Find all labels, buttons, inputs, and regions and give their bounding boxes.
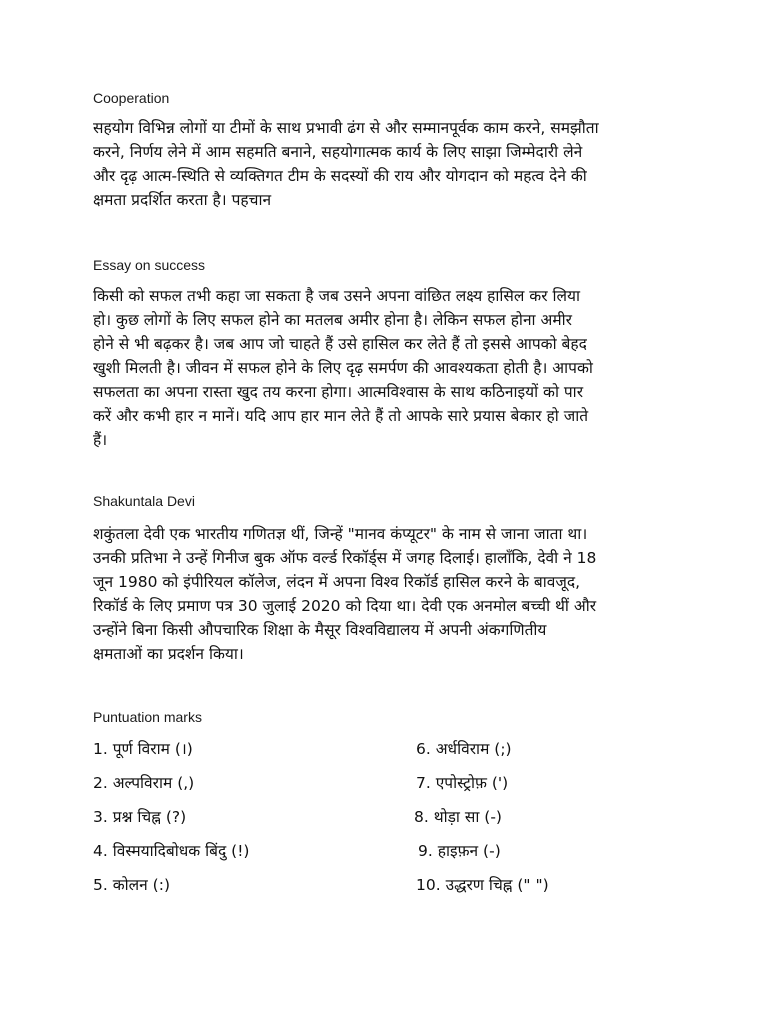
paragraph-essay-on-success — [93, 284, 693, 452]
paragraph-line: हो। कुछ लोगों के लिए सफल होने का मतलब अमीर होना है। लेकिन सफल होना अमीर — [93, 311, 572, 329]
paragraph-line: क्षमता प्रदर्शित करता है। पहचान — [93, 191, 272, 209]
heading-essay-on-success: Essay on success — [93, 257, 206, 273]
punctuation-item: 4. विस्मयादिबोधक बिंदु (!) — [93, 842, 250, 860]
heading-cooperation: Cooperation — [93, 90, 170, 106]
punctuation-item: 6. अर्धविराम (;) — [416, 740, 512, 758]
paragraph-line: क्षमताओं का प्रदर्शन किया। — [93, 645, 244, 663]
punctuation-item: 2. अल्पविराम (,) — [93, 774, 195, 792]
punctuation-item: 10. उद्धरण चिह्न (" ") — [416, 876, 549, 894]
paragraph-cooperation — [93, 116, 693, 212]
paragraph-line: रिकॉर्ड के लिए प्रमाण पत्र 30 जुलाई 2020 को दिया था। देवी एक अनमोल बच्ची थीं और — [93, 597, 597, 615]
paragraph-line: करें और कभी हार न मानें। यदि आप हार मान लेते हैं तो आपके सारे प्रयास बेकार हो जाते — [93, 407, 589, 425]
paragraph-line: जून 1980 को इंपीरियल कॉलेज, लंदन में अपना विश्व रिकॉर्ड हासिल करने के बावजूद, — [93, 573, 581, 591]
punctuation-item: 5. कोलन (:) — [93, 876, 170, 894]
paragraph-line: सफलता का अपना रास्ता खुद तय करना होगा। आत्मविश्वास के साथ कठिनाइयों को पार — [93, 383, 584, 401]
paragraph-line: होने से भी बढ़कर है। जब आप जो चाहते हैं उसे हासिल कर लेते हैं तो इससे आपको बेहद — [93, 335, 587, 353]
paragraph-line: किसी को सफल तभी कहा जा सकता है जब उसने अपना वांछित लक्ष्य हासिल कर लिया — [93, 287, 580, 305]
punctuation-item: 3. प्रश्न चिह्न (?) — [93, 808, 187, 826]
heading-punctuation-marks: Puntuation marks — [93, 709, 202, 725]
paragraph-line: उन्होंने बिना किसी औपचारिक शिक्षा के मैसूर विश्वविद्यालय में अपनी अंकगणितीय — [93, 621, 547, 639]
paragraph-shakuntala-devi — [93, 522, 693, 666]
heading-shakuntala-devi: Shakuntala Devi — [93, 493, 195, 509]
paragraph-line: सहयोग विभिन्न लोगों या टीमों के साथ प्रभावी ढंग से और सम्मानपूर्वक काम करने, समझौता — [93, 119, 599, 137]
paragraph-line: हैं। — [93, 431, 108, 449]
paragraph-line: खुशी मिलती है। जीवन में सफल होने के लिए दृढ़ समर्पण की आवश्यकता होती है। आपको — [93, 359, 593, 377]
paragraph-line: और दृढ़ आत्म-स्थिति से व्यक्तिगत टीम के सदस्यों की राय और योगदान को महत्व देने की — [93, 167, 587, 185]
paragraph-line: उनकी प्रतिभा ने उन्हें गिनीज बुक ऑफ वर्ल्ड रिकॉर्ड्स में जगह दिलाई। हालाँकि, देवी ने 18 — [93, 549, 597, 567]
punctuation-item: 1. पूर्ण विराम (।) — [93, 740, 193, 758]
paragraph-line: शकुंतला देवी एक भारतीय गणितज्ञ थीं, जिन्हें "मानव कंप्यूटर" के नाम से जाना जाता था। — [93, 525, 588, 543]
punctuation-item: 8. थोड़ा सा (-) — [414, 808, 502, 826]
punctuation-item: 9. हाइफ़न (-) — [418, 842, 501, 860]
punctuation-item: 7. एपोस्ट्रोफ़ (') — [416, 774, 509, 792]
paragraph-line: करने, निर्णय लेने में आम सहमति बनाने, सहयोगात्मक कार्य के लिए साझा जिम्मेदारी लेने — [93, 143, 583, 161]
